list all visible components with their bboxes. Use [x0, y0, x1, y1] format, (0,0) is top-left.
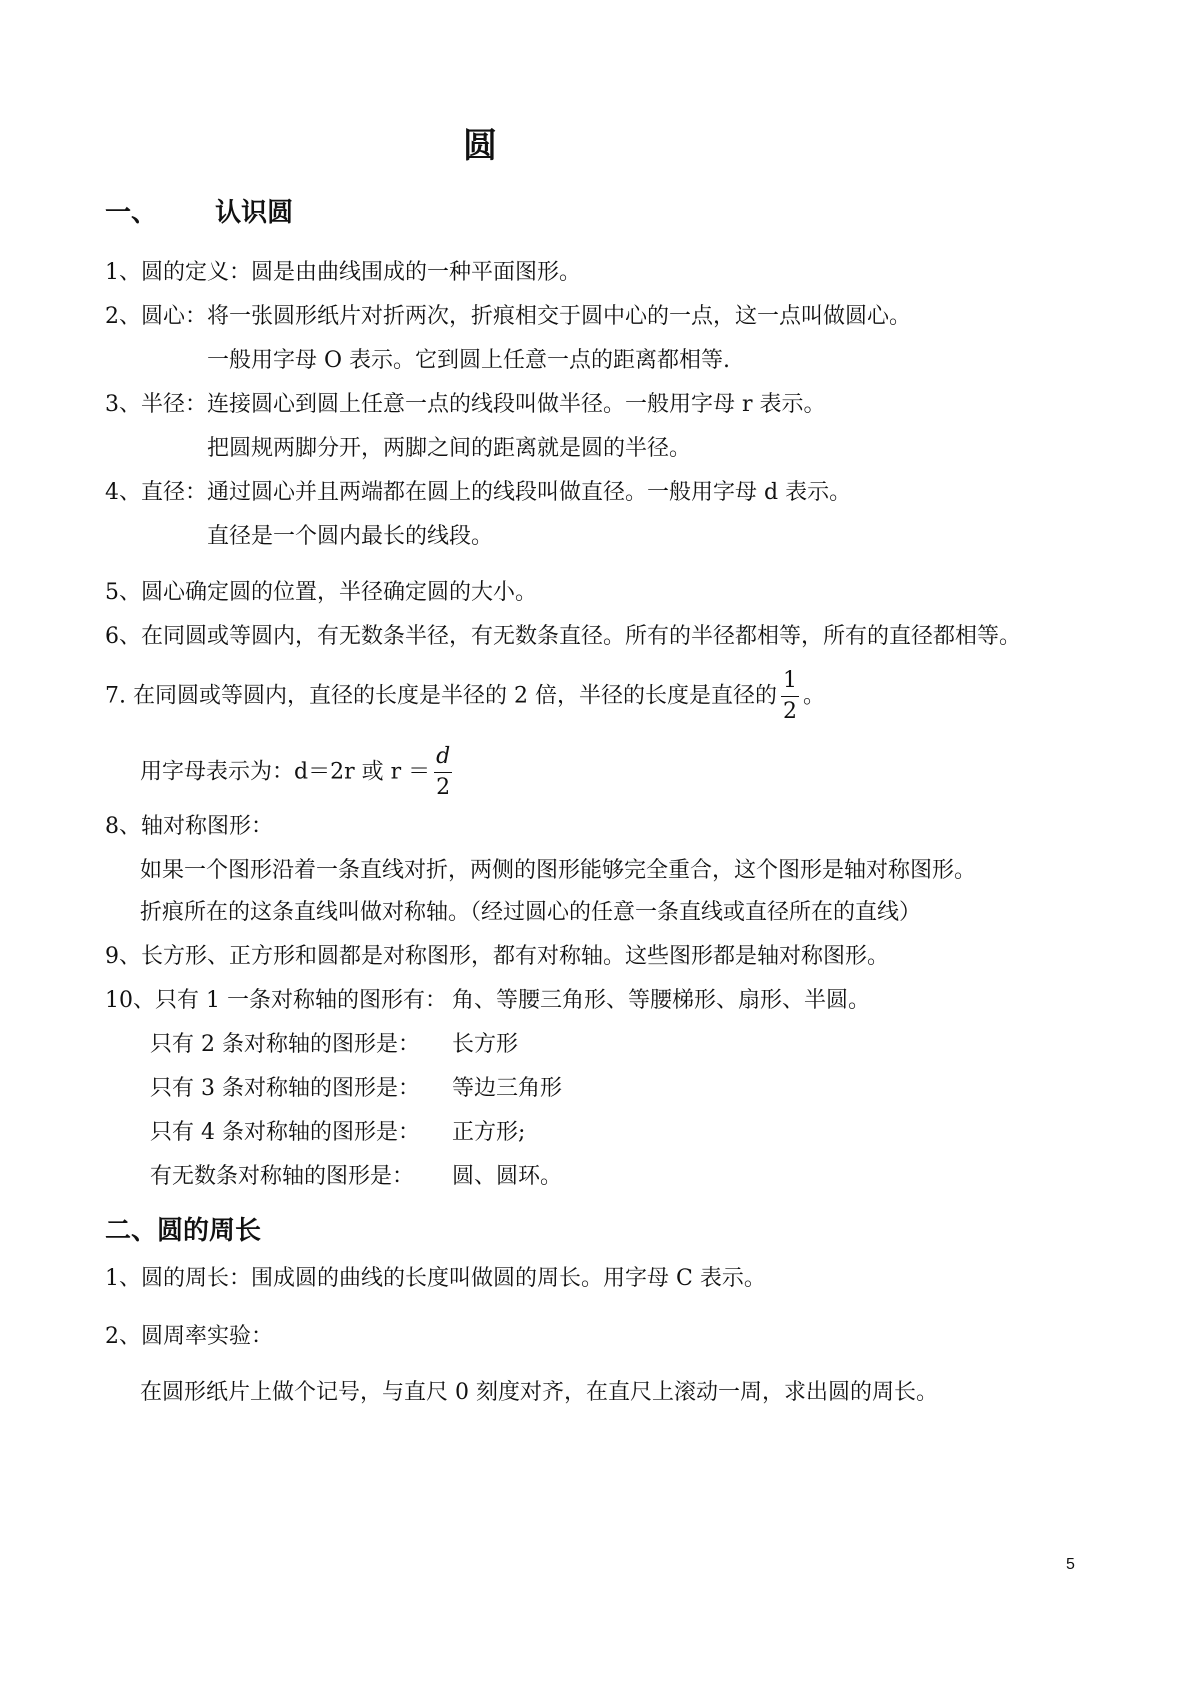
section-1-title: 认识圆 — [215, 198, 294, 228]
fraction-denominator: 2 — [436, 775, 451, 800]
item-6: 6、在同圆或等圆内，有无数条半径，有无数条直径。所有的半径都相等，所有的直径都相等。 — [105, 624, 1022, 649]
item-8-def: 如果一个图形沿着一条直线对折，两侧的图形能够完全重合，这个图形是轴对称图形。 — [140, 858, 977, 883]
page-number: 5 — [1066, 1556, 1075, 1573]
item-5: 5、圆心确定圆的位置，半径确定圆的大小。 — [105, 580, 537, 605]
item-10-b-value: 长方形 — [452, 1032, 519, 1057]
item-10-a-value: 角、等腰三角形、等腰梯形、扇形、半圆。 — [452, 988, 871, 1013]
item-7-end: 。 — [802, 683, 825, 709]
fraction-denominator: 2 — [782, 699, 797, 724]
item-10-e-label: 有无数条对称轴的图形是： — [150, 1164, 415, 1189]
item-10-d-value: 正方形; — [452, 1120, 526, 1145]
perimeter-item-1: 1、圆的周长：围成圆的曲线的长度叫做圆的周长。用字母 C 表示。 — [105, 1266, 766, 1291]
perimeter-item-2: 2、圆周率实验： — [105, 1324, 273, 1349]
item-10-d-label: 只有 4 条对称轴的图形是： — [150, 1120, 420, 1145]
item-4: 4、直径：通过圆心并且两端都在圆上的线段叫做直径。一般用字母 d 表示。 — [105, 480, 852, 505]
fraction-numerator: d — [436, 744, 451, 769]
item-7-text: 7. 在同圆或等圆内，直径的长度是半径的 2 倍，半径的长度是直径的 — [105, 683, 777, 709]
section-2-heading: 二、圆的周长 — [105, 1216, 262, 1246]
fraction-numerator: 1 — [782, 668, 797, 693]
formula-line — [140, 746, 456, 799]
page-title: 圆 — [463, 126, 497, 166]
formula-text: 用字母表示为：d＝2r 或 r ＝ — [140, 759, 431, 785]
item-10-b-label: 只有 2 条对称轴的图形是： — [150, 1032, 420, 1057]
fraction-bar — [434, 772, 452, 773]
item-3-cont: 把圆规两脚分开，两脚之间的距离就是圆的半径。 — [207, 436, 692, 461]
item-1: 1、圆的定义：圆是由曲线围成的一种平面图形。 — [105, 260, 581, 285]
section-1-heading — [105, 192, 293, 229]
perimeter-item-2-desc: 在圆形纸片上做个记号，与直尺 0 刻度对齐，在直尺上滚动一周，求出圆的周长。 — [140, 1380, 938, 1405]
fraction-d-over-2 — [434, 746, 452, 799]
fraction-one-half — [781, 670, 799, 723]
item-10-c-label: 只有 3 条对称轴的图形是： — [150, 1076, 420, 1101]
item-3: 3、半径：连接圆心到圆上任意一点的线段叫做半径。一般用字母 r 表示。 — [105, 392, 826, 417]
item-2-cont: 一般用字母 O 表示。它到圆上任意一点的距离都相等. — [207, 348, 731, 373]
item-10-e-value: 圆、圆环。 — [452, 1164, 563, 1189]
item-8: 8、轴对称图形： — [105, 814, 273, 839]
item-9: 9、长方形、正方形和圆都是对称图形，都有对称轴。这些图形都是轴对称图形。 — [105, 944, 889, 969]
fraction-bar — [781, 696, 799, 697]
item-10-c-value: 等边三角形 — [452, 1076, 563, 1101]
section-1-number: 一、 — [105, 198, 158, 228]
item-8-axis: 折痕所在的这条直线叫做对称轴。（经过圆心的任意一条直线或直径所在的直线） — [140, 900, 922, 925]
item-10-a-label: 10、只有 1 一条对称轴的图形有： — [105, 988, 447, 1013]
item-7 — [105, 670, 825, 723]
item-4-cont: 直径是一个圆内最长的线段。 — [207, 524, 494, 549]
item-2: 2、圆心：将一张圆形纸片对折两次，折痕相交于圆中心的一点，这一点叫做圆心。 — [105, 304, 911, 329]
